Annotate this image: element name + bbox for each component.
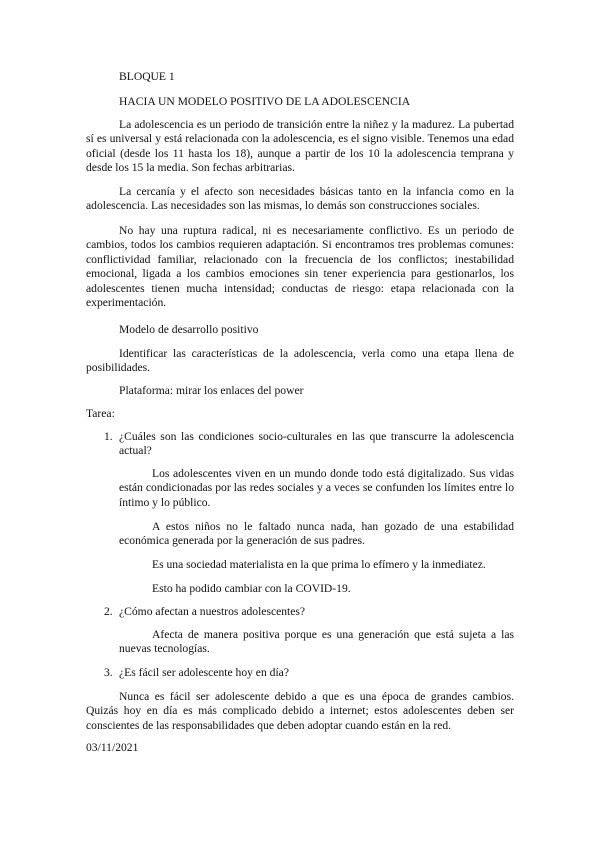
list-item-number: 3. [104,666,113,679]
answer-2: Afecta de manera positiva porque es una generación que está sujeta a las nuevas tecnologías. [119,628,514,656]
question-1: ¿Cuáles son las condiciones socio-culturales en las que transcurre la adolescencia actual? [119,430,514,458]
answer-1-c: Es una sociedad materialista en la que prima lo efímero y la inmediatez. [152,558,486,571]
task-label: Tarea: [86,407,115,420]
block-title: BLOQUE 1 [119,70,175,83]
question-2: ¿Cómo afectan a nuestros adolescentes? [119,605,306,618]
list-item-number: 2. [104,605,113,618]
paragraph-2: La cercanía y el afecto son necesidades básicas tanto en la infancia como en la adolescencia. Las necesidades son las mismas, lo demás son construcciones sociales. [86,185,514,213]
document-date: 03/11/2021 [86,741,139,754]
question-3: ¿Es fácil ser adolescente hoy en día? [119,666,289,679]
paragraph-3: No hay una ruptura radical, ni es necesariamente conflictivo. Es un periodo de cambios, todos los cambios requieren adaptación. Si encontramos tres problemas comunes: conflictividad familiar, relacionado con la frecuencia de los conflictos; inestabilidad emocional, ligada a los cambios emociones sin tener experiencia para gestionarlos, los adolescentes tienen mucha intensidad; conductas de riesgo: etapa relacionada con la experimentación. [86,224,514,310]
answer-3: Nunca es fácil ser adolescente debido a que es una época de grandes cambios. Quizás hoy en día es más complicado debido a internet; estos adolescentes deben ser conscientes de las responsabilidades que deben adoptar cuando están en la red. [86,690,514,732]
answer-1-d: Esto ha podido cambiar con la COVID-19. [152,582,351,595]
list-item-number: 1. [104,430,113,443]
paragraph-4: Identificar las características de la adolescencia, verla como una etapa llena de posibilidades. [86,347,514,375]
model-heading: Modelo de desarrollo positivo [119,323,259,336]
answer-1-a: Los adolescentes viven en un mundo donde todo está digitalizado. Sus vidas están condicionadas por las redes sociales y a veces se confunden los límites entre lo íntimo y lo público. [119,467,514,509]
answer-1-b: A estos niños no le faltado nunca nada, han gozado de una estabilidad económica generada por la generación de sus padres. [119,520,514,548]
main-title: HACIA UN MODELO POSITIVO DE LA ADOLESCENCIA [119,95,411,108]
platform-line: Plataforma: mirar los enlaces del power [119,384,304,397]
paragraph-1: La adolescencia es un periodo de transición entre la niñez y la madurez. La pubertad sí es universal y está relacionada con la adolescencia, es el signo visible. Tenemos una edad oficial (desde los 11 hasta los 18), aunque a partir de los 10 la adolescencia temprana y desde los 15 la media. Son fechas arbitrarias. [86,118,514,175]
